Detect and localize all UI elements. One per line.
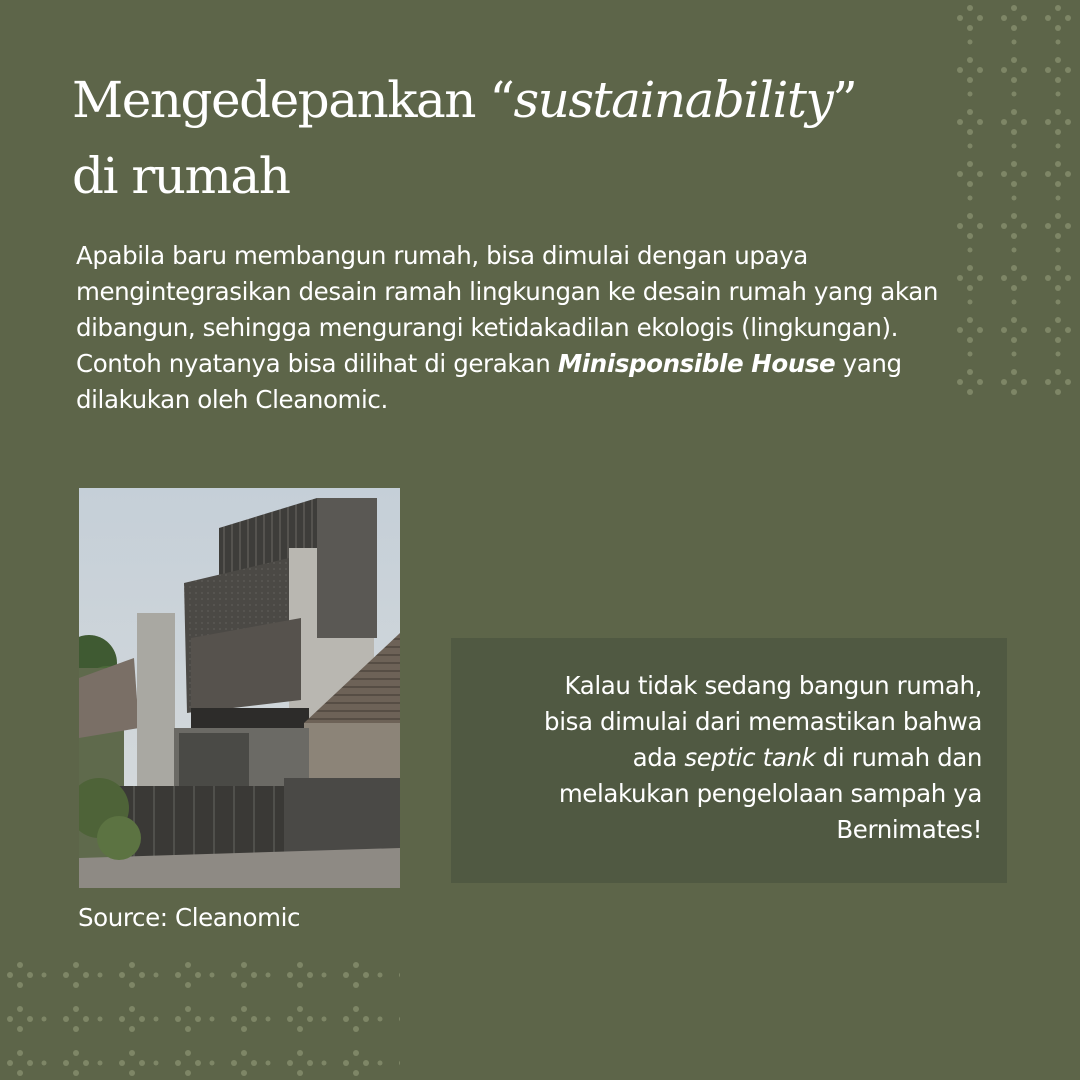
note-text bbox=[462, 668, 982, 848]
page-title bbox=[72, 62, 972, 214]
title-line2: di rumah bbox=[72, 147, 290, 205]
intro-paragraph-2-end: yang dilakukan oleh Cleanomic. bbox=[76, 349, 902, 414]
note-line-5: Bernimates! bbox=[836, 815, 982, 844]
house-illustration bbox=[79, 488, 400, 888]
dot-pattern-top-right bbox=[948, 0, 1080, 400]
house-photo bbox=[79, 488, 400, 888]
note-line-2: bisa dimulai dari memastikan bahwa bbox=[544, 707, 982, 736]
title-line1-end: ” bbox=[832, 71, 857, 129]
intro-paragraph-1: Apabila baru membangun rumah, bisa dimulai dengan upaya mengintegrasikan desain ramah lingkungan ke desain rumah yang akan dibangun, sehingga mengurangi ketidakadilan ekologis (lingkungan). bbox=[76, 241, 938, 342]
intro-paragraph-2-start: Contoh nyatanya bisa dilihat di gerakan bbox=[76, 349, 558, 378]
title-emphasis: sustainability bbox=[513, 71, 833, 129]
note-line-1: Kalau tidak sedang bangun rumah, bbox=[564, 671, 982, 700]
title-line1-start: Mengedepankan “ bbox=[72, 71, 514, 129]
photo-caption: Source: Cleanomic bbox=[78, 903, 301, 932]
intro-paragraph-2 bbox=[76, 346, 976, 418]
intro-highlight: Minisponsible House bbox=[557, 349, 836, 378]
dot-pattern-top-right-graphic bbox=[948, 0, 1080, 400]
note-line-4: melakukan pengelolaan sampah ya bbox=[558, 779, 982, 808]
note-box bbox=[451, 638, 1007, 883]
note-line-3-prefix: ada bbox=[632, 743, 685, 772]
intro-text bbox=[76, 238, 976, 418]
dot-pattern-bottom-left-graphic bbox=[0, 955, 400, 1080]
note-line-3-suffix: di rumah dan bbox=[815, 743, 982, 772]
dot-pattern-bottom-left bbox=[0, 955, 400, 1080]
note-emphasis: septic tank bbox=[684, 743, 816, 772]
